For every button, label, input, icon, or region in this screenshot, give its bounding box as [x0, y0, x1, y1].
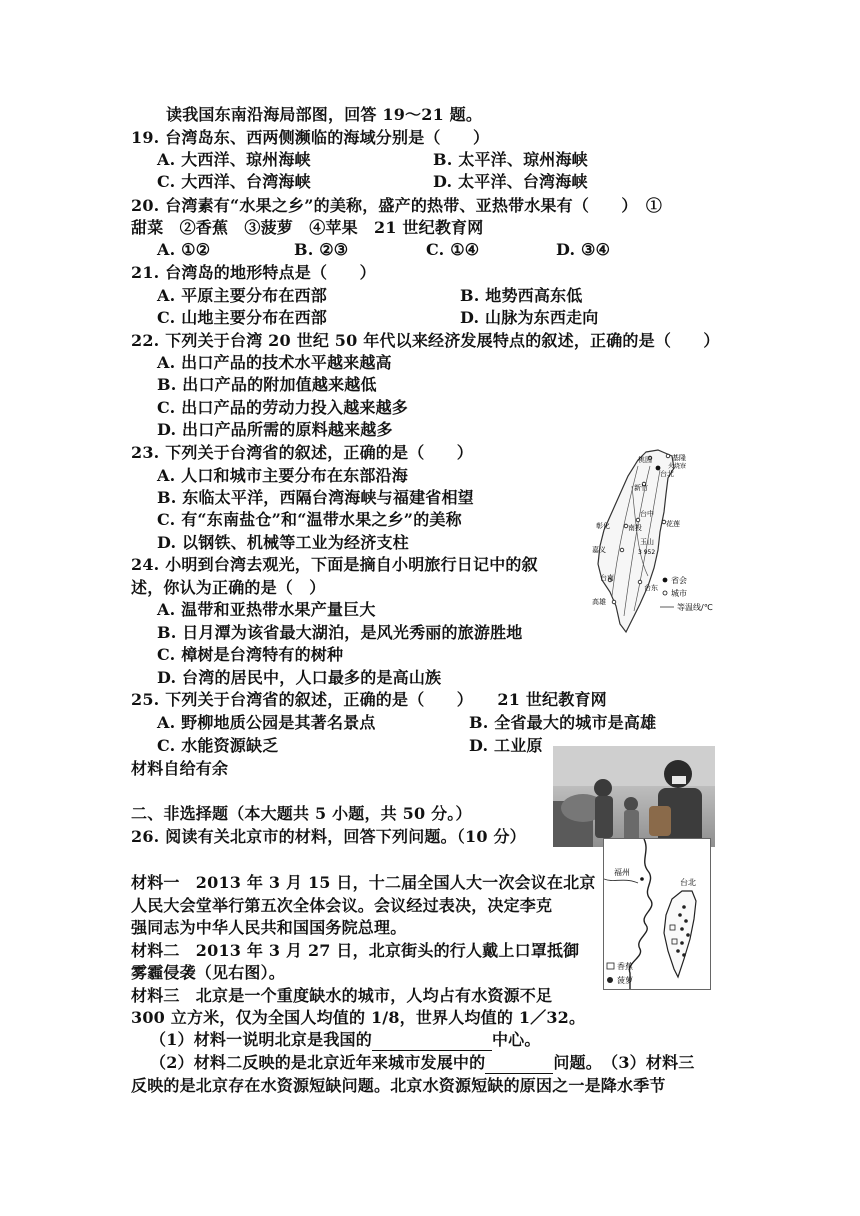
- smog-mask-photo: [553, 746, 715, 847]
- q21-option-b: B. 地势西高东低: [460, 286, 583, 305]
- q26-part2-text: （2）材料二反映的是北京近年来城市发展中的: [150, 1053, 486, 1072]
- q19-option-c: C. 大西洋、台湾海峡: [157, 172, 311, 191]
- q26-part2: [150, 1052, 694, 1074]
- city-marker: [636, 518, 640, 522]
- photo-illustration: [553, 746, 715, 847]
- q21-option-c: C. 山地主要分布在西部: [157, 308, 327, 327]
- map-label-taipei: 台北: [660, 470, 674, 478]
- q26-part1-suffix: 中心。: [491, 1030, 541, 1049]
- legend-city-label: 城市: [671, 589, 687, 598]
- q19-option-b: B. 太平洋、琼州海峡: [433, 150, 588, 169]
- q20-option-d: D. ③④: [556, 240, 611, 259]
- q23-option-b: B. 东临太平洋，西隔台湾海峡与福建省相望: [157, 488, 474, 507]
- city-marker: [666, 454, 670, 458]
- map-label-taitung: 台东: [644, 584, 658, 592]
- q20-option-b: B. ②③: [294, 240, 349, 259]
- q19-stem: 19. 台湾岛东、西两侧濒临的海域分别是（ ）: [131, 128, 490, 147]
- q25-option-d: D. 工业原: [469, 736, 543, 755]
- section-2-heading: 二、非选择题（本大题共 5 小题，共 50 分。）: [131, 804, 472, 823]
- q23-stem: 23. 下列关于台湾省的叙述，正确的是（ ）: [131, 443, 474, 462]
- q24-stem-line2: 述，你认为正确的是（ ）: [131, 578, 326, 597]
- q23-option-c: C. 有“东南盐仓”和“温带水果之乡”的美称: [157, 510, 462, 529]
- q22-option-b: B. 出口产品的附加值越来越低: [157, 375, 377, 394]
- legend-capital-label: 省会: [671, 576, 687, 585]
- q19-option-d: D. 太平洋、台湾海峡: [433, 172, 588, 191]
- q20-option-c: C. ①④: [426, 240, 480, 259]
- q25-option-d-continued: 材料自给有余: [131, 759, 229, 778]
- material-3-line1: 材料三 北京是一个重度缺水的城市，人均占有水资源不足: [131, 986, 553, 1005]
- fuzhou-label: 福州: [614, 868, 630, 877]
- material-1-line3: 强同志为中华人民共和国国务院总理。: [131, 918, 407, 937]
- q26-part2-suffix: 问题。 （3）材料三: [553, 1053, 695, 1072]
- q21-option-a: A. 平原主要分布在西部: [157, 286, 327, 305]
- legend-pineapple-label: 菠萝: [617, 976, 633, 985]
- q21-option-d: D. 山脉为东西走向: [460, 308, 599, 327]
- q26-part1-text: （1）材料一说明北京是我国的: [150, 1030, 372, 1049]
- q20-option-a: A. ①②: [157, 240, 211, 259]
- material-2-line1: 材料二 2013 年 3 月 27 日，北京街头的行人戴上口罩抵御: [131, 941, 580, 960]
- map-label-taichung: 台中: [640, 510, 654, 518]
- q20-stem-line2: 甜菜 ②香蕉 ③菠萝 ④苹果 21 世纪教育网: [131, 218, 484, 237]
- legend-isotherm-label: 等温线/℃: [677, 603, 713, 612]
- map-label-taoyuan: 桃园: [638, 456, 652, 464]
- fuzhou-marker: [640, 877, 644, 881]
- material-1-line1: 材料一 2013 年 3 月 15 日，十二届全国人大一次会议在北京: [131, 873, 596, 892]
- fruit-map-drawing: [604, 839, 710, 989]
- intro-line: 读我国东南沿海局部图，回答 19～21 题。: [166, 105, 483, 124]
- q25-stem: 25. 下列关于台湾省的叙述，正确的是（ ） 21 世纪教育网: [131, 690, 607, 709]
- map-label-peak-elevation: 3 952: [638, 549, 656, 556]
- map-label-huoshaoliao: 火烧寮: [668, 463, 687, 470]
- city-marker: [638, 580, 642, 584]
- taiwan-map-legend: [660, 574, 745, 616]
- q26-part1: [150, 1029, 541, 1051]
- material-1-line2: 人民大会堂举行第五次全体会议。会议经过表决，决定李克: [131, 896, 553, 915]
- q25-option-b: B. 全省最大的城市是高雄: [469, 713, 657, 732]
- legend-pineapple-icon: [607, 977, 613, 983]
- fujian-river: [604, 879, 638, 883]
- q25-option-c: C. 水能资源缺乏: [157, 736, 279, 755]
- q24-option-d: D. 台湾的居民中，人口最多的是高山族: [157, 668, 442, 687]
- q24-option-c: C. 樟树是台湾特有的树种: [157, 645, 344, 664]
- legend-banana-icon: [607, 963, 614, 969]
- q20-stem-line1: 20. 台湾素有“水果之乡”的美称，盛产的热带、亚热带水果有（ ） ①: [131, 196, 663, 215]
- map-label-keelung: 基隆: [672, 454, 686, 462]
- q22-option-c: C. 出口产品的劳动力投入越来越多: [157, 398, 408, 417]
- map-label-hualien: 花莲: [666, 520, 680, 528]
- city-marker: [612, 600, 616, 604]
- map-label-tainan: 台南: [600, 574, 614, 582]
- legend-city-icon: [663, 591, 667, 595]
- q26-part2-answer-blank[interactable]: [485, 1057, 553, 1074]
- map-label-yushan: 玉山: [640, 538, 654, 546]
- legend-capital-icon: [663, 578, 668, 583]
- q21-stem: 21. 台湾岛的地形特点是（ ）: [131, 263, 376, 282]
- q24-option-a: A. 温带和亚热带水果产量巨大: [157, 600, 376, 619]
- q22-option-a: A. 出口产品的技术水平越来越高: [157, 353, 392, 372]
- q23-option-a: A. 人口和城市主要分布在东部沿海: [157, 466, 408, 485]
- q22-option-d: D. 出口产品所需的原料越来越多: [157, 420, 393, 439]
- q26-part1-answer-blank[interactable]: [372, 1034, 492, 1051]
- material-2-line2: 雾霾侵袭（见右图）。: [131, 963, 286, 982]
- material-3-line2: 300 立方米，仅为全国人均值的 1/8，世界人均值的 1／32。: [131, 1008, 586, 1027]
- q26-stem: 26. 阅读有关北京市的材料，回答下列问题。（10 分）: [131, 827, 526, 846]
- q24-stem-line1: 24. 小明到台湾去观光，下面是摘自小明旅行日记中的叙: [131, 555, 538, 574]
- q25-option-a: A. 野柳地质公园是其著名景点: [157, 713, 376, 732]
- q23-option-d: D. 以钢铁、机械等工业为经济支柱: [157, 533, 409, 552]
- q19-option-a: A. 大西洋、琼州海峡: [157, 150, 311, 169]
- map-label-chiayi: 嘉义: [592, 546, 606, 554]
- q24-option-b: B. 日月潭为该省最大湖泊，是风光秀丽的旅游胜地: [157, 623, 523, 642]
- q22-stem: 22. 下列关于台湾 20 世纪 50 年代以来经济发展特点的叙述，正确的是（ ）: [131, 331, 720, 350]
- map-label-nantou: 南投: [628, 524, 642, 532]
- map-label-hsinchu: 新竹: [634, 484, 648, 492]
- q26-part3-line: 反映的是北京存在水资源短缺问题。北京水资源短缺的原因之一是降水季节: [131, 1076, 666, 1095]
- legend-banana-label: 香蕉: [617, 962, 633, 971]
- fruit-distribution-map: [603, 838, 711, 990]
- taiwan-island-small: [664, 891, 696, 977]
- map-label-kaohsiung: 高雄: [592, 598, 606, 606]
- map-label-changhua: 彰化: [596, 522, 610, 530]
- city-marker: [620, 548, 624, 552]
- taipei-label: 台北: [680, 878, 696, 887]
